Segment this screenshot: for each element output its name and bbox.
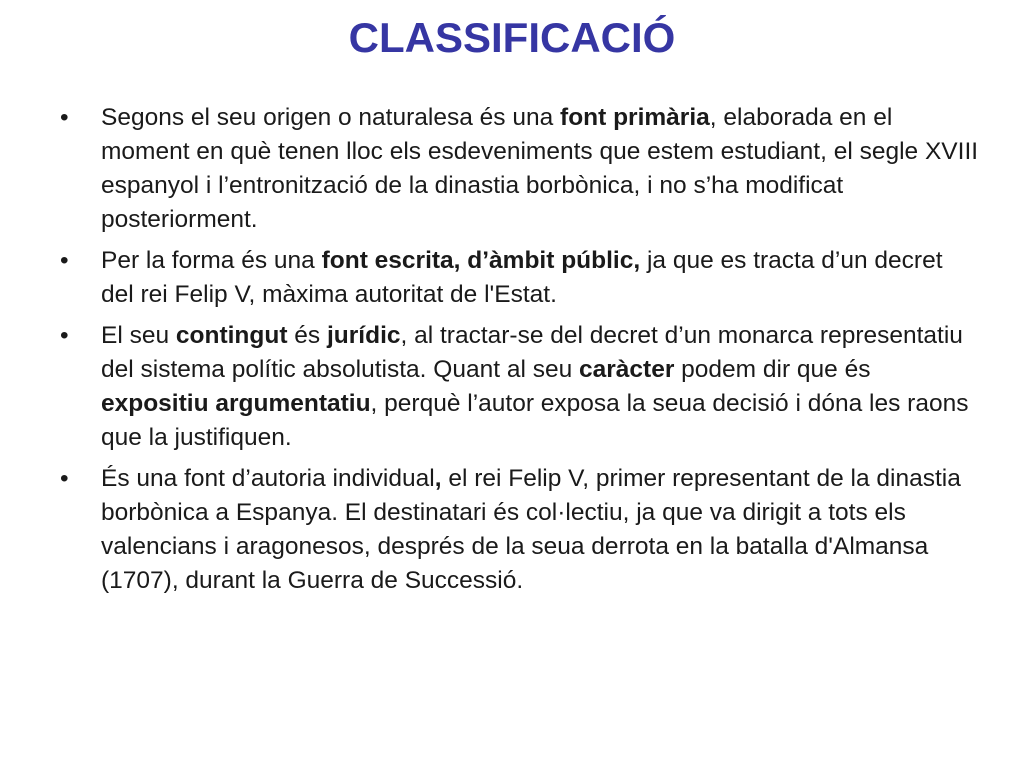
bullet-icon: • (60, 247, 69, 274)
bullet-icon: • (60, 322, 69, 349)
bullet-item-origin (60, 101, 980, 237)
bold-text-run: , (434, 465, 442, 492)
text-run: el rei Felip V, primer representant de la dinastia borbònica a Espanya. El destinatari és col·lectiu, ja que va dirigit a tots els valencians i aragonesos, després de la seua derrota en la batalla d'Almansa (1707), durant la Guerra de Successió. (101, 465, 961, 594)
text-run: ja que es tracta d’un decret del rei Felip V, màxima autoritat de l'Estat. (101, 247, 943, 308)
text-run: És una font d’autoria individual (101, 465, 435, 492)
bold-text-run: jurídic (326, 322, 401, 349)
text-run: , elaborada en el moment en què tenen lloc els esdeveniments que estem estudiant, el segle XVIII espanyol i l’entronització de la dinastia borbònica, i no s’ha modificat posteriorment. (101, 104, 979, 233)
bullet-icon: • (60, 465, 69, 492)
slide-title: CLASSIFICACIÓ (348, 14, 676, 61)
text-run: Segons el seu origen o naturalesa és una (101, 104, 561, 131)
text-run: podem dir que és (674, 356, 871, 383)
bullet-text (101, 104, 978, 233)
text-run: El seu (101, 322, 176, 349)
bullet-icon: • (60, 104, 69, 131)
text-run: , perquè l’autor exposa la seua decisió i dóna les raons que la justifiquen. (101, 390, 969, 451)
text-run: és (287, 322, 327, 349)
bold-text-run: font primària (560, 104, 710, 131)
bullet-item-content (60, 319, 980, 455)
bold-text-run: contingut (175, 322, 288, 349)
bold-text-run: caràcter (579, 356, 675, 383)
bullet-text (101, 322, 968, 451)
bullet-list (60, 101, 980, 605)
text-run: Per la forma és una (101, 247, 322, 274)
text-run: , al tractar-se del decret d’un monarca representatiu del sistema polític absolutista. Quant al seu (101, 322, 963, 383)
bullet-item-form (60, 244, 980, 312)
bullet-text (101, 465, 961, 594)
bold-text-run: expositiu argumentatiu (101, 390, 371, 417)
bullet-text (101, 247, 943, 308)
bold-text-run: font escrita, d’àmbit públic, (321, 247, 641, 274)
bullet-item-authorship (60, 462, 980, 598)
